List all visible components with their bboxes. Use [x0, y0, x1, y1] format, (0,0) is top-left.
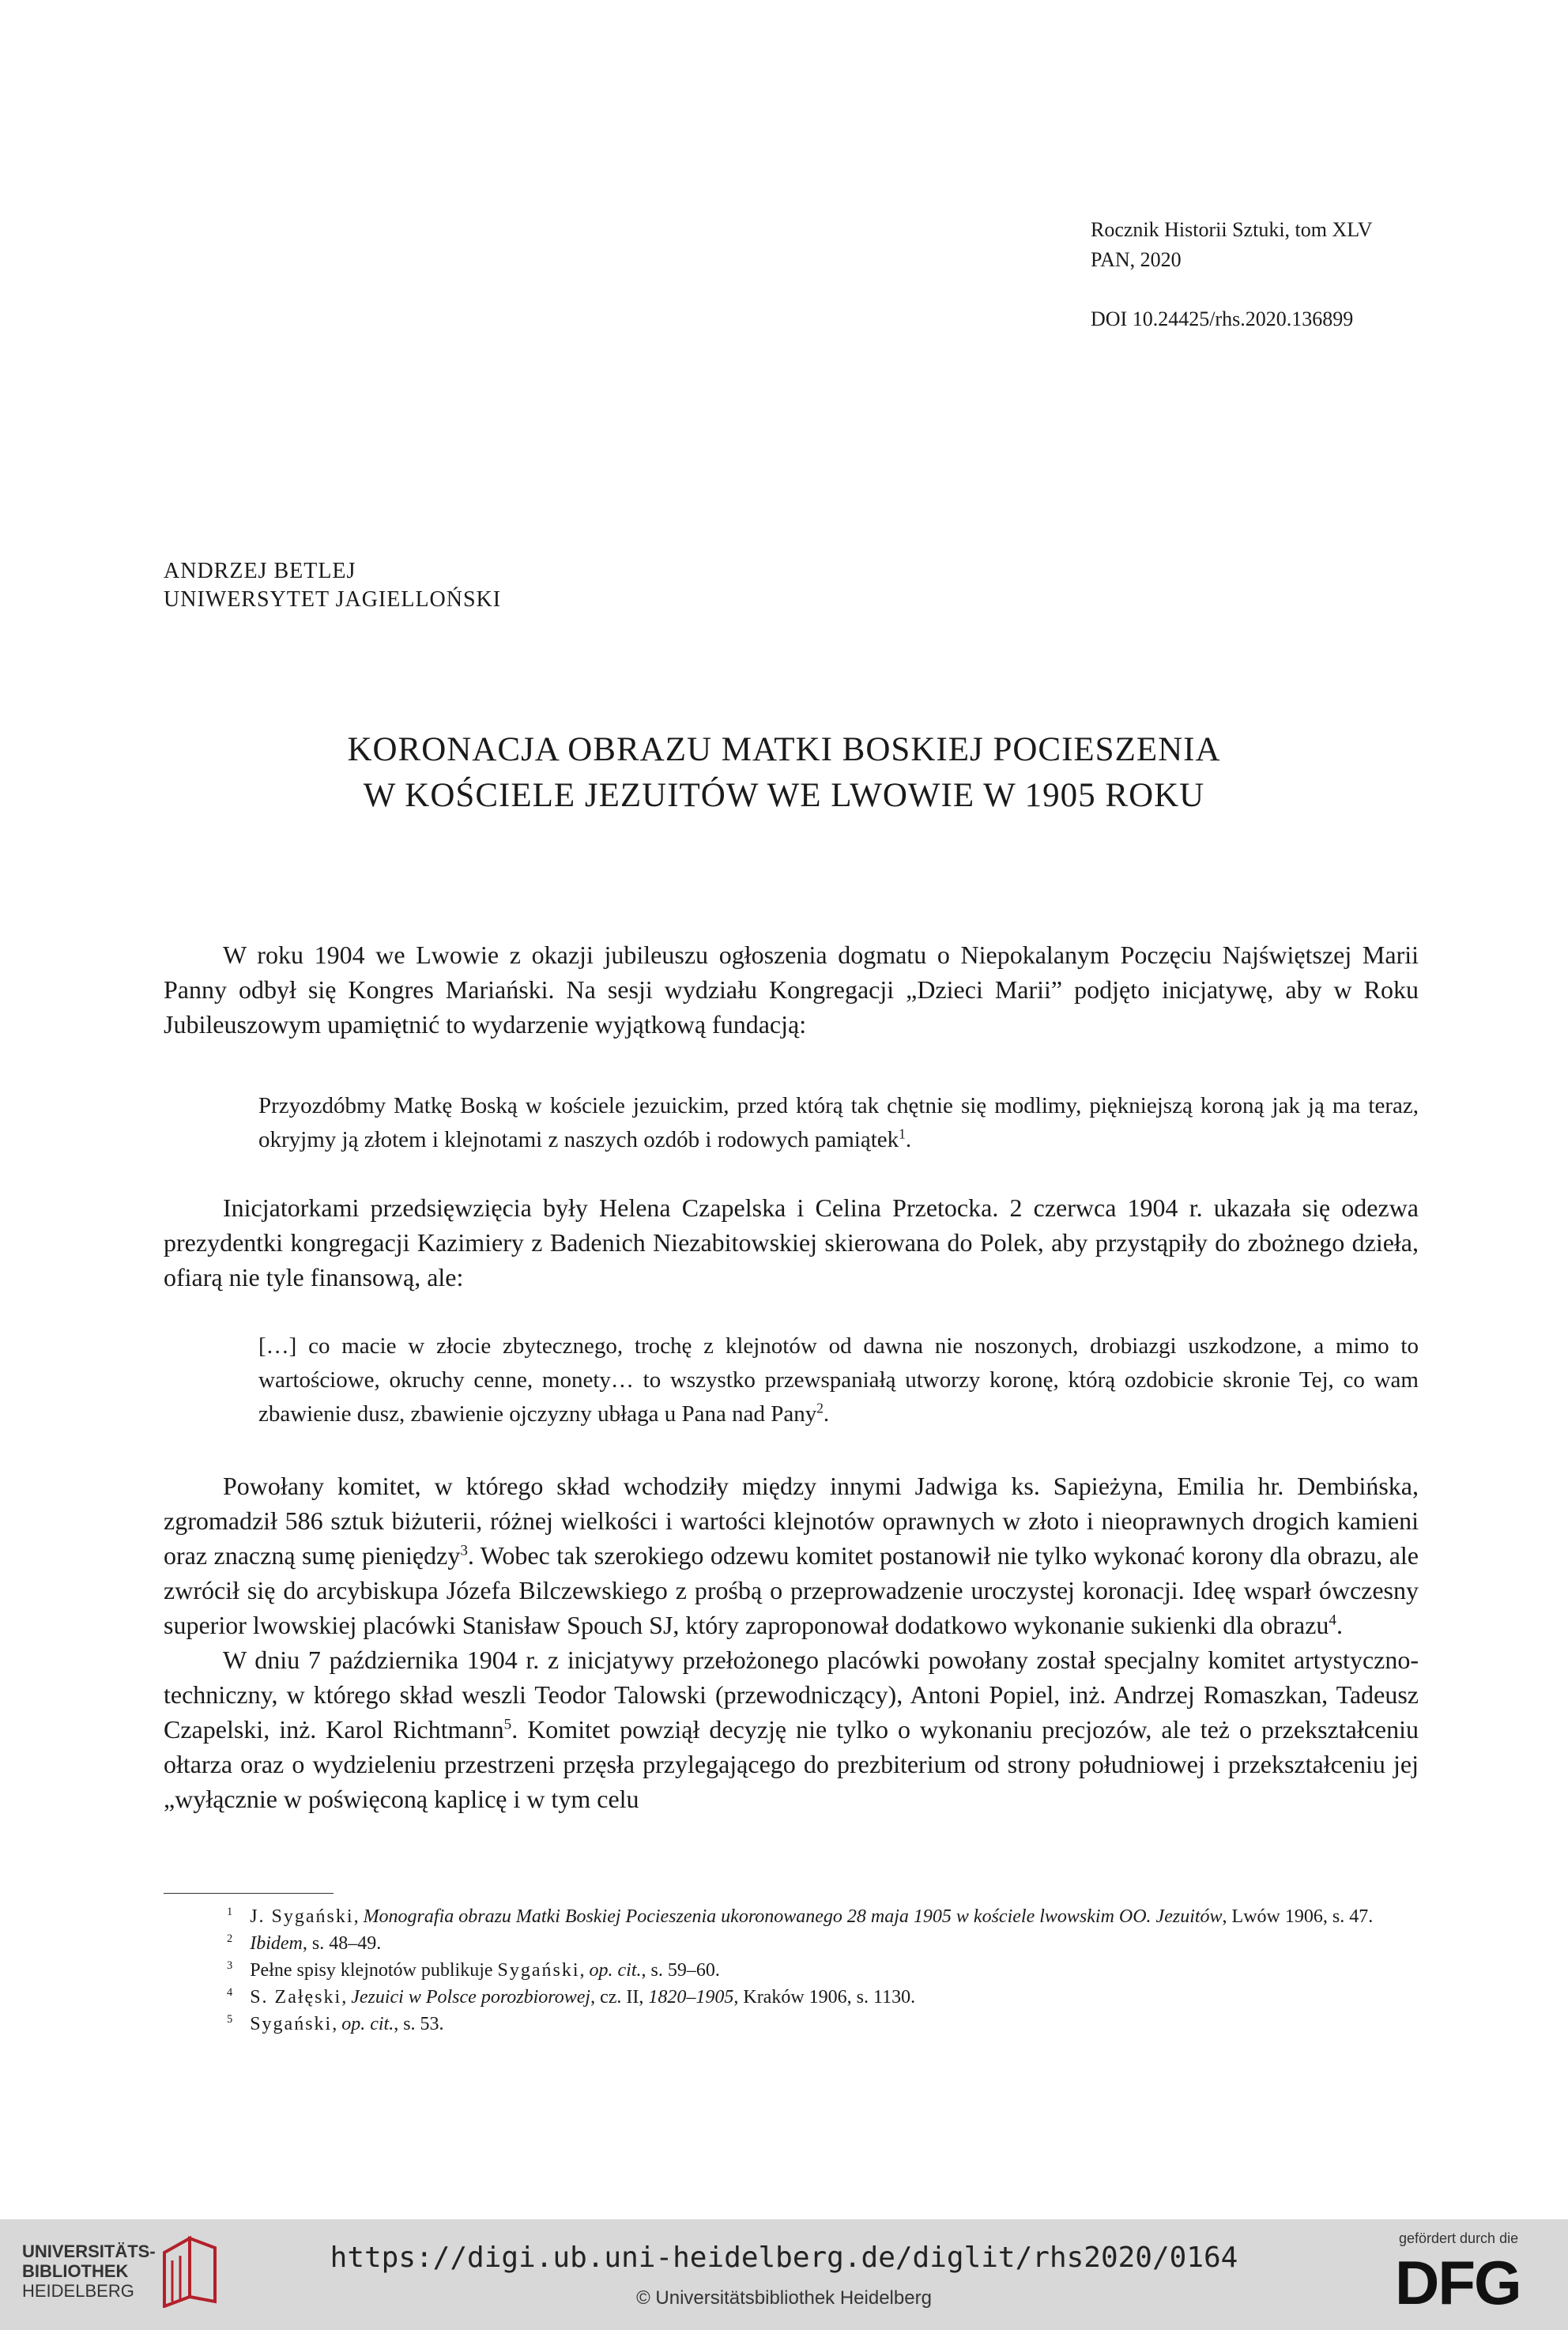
- paragraph-text: . Wobec tak szerokiego odzewu komitet postanowił nie tylko wykonać korony dla obrazu, ale zwrócił się do arcybiskupa Józefa Bilczewskiego z prośbą o przeprowadzenie uroczystej koronacji. Ideę wsparł ówczesny superior lwowskiej placówki Stanisław Spouch SJ, który zaproponował dodatkowo wykonanie sukienki dla obrazu: [164, 1541, 1419, 1639]
- paragraph-text: W roku 1904 we Lwowie z okazji jubileuszu ogłoszenia dogmatu o Niepokalanym Poczęciu Najświętszej Marii Panny odbył się Kongres Mariański. Na sesji wydziału Kongregacji „Dzieci Marii” podjęto inicjatywę, aby w Roku Jubileuszowym upamiętnić to wydarzenie wyjątkową fundacją:: [164, 941, 1419, 1039]
- title-line-1: KORONACJA OBRAZU MATKI BOSKIEJ POCIESZENIA: [347, 731, 1221, 768]
- footnote-divider: [164, 1893, 334, 1894]
- footnote-rest: , s. 53.: [394, 2014, 444, 2034]
- footnote-number: 2: [227, 1932, 233, 1945]
- footnote-separator: ,: [353, 1906, 364, 1927]
- footnote-author: J. Sygański: [250, 1906, 354, 1927]
- body-paragraph-1: [164, 937, 1419, 1042]
- paragraph-3: [164, 1469, 1419, 1642]
- dfg-logo[interactable]: DFG: [1395, 2248, 1521, 2317]
- quote-text: [258, 1329, 1419, 1431]
- doi-block: [1091, 304, 1353, 334]
- paragraph-text: .: [1336, 1611, 1343, 1639]
- journal-meta: [1091, 215, 1373, 275]
- footnote-5: [164, 2011, 1419, 2038]
- funding-caption: gefördert durch die: [1399, 2230, 1519, 2246]
- footnote-number: 3: [227, 1959, 233, 1972]
- paragraph-text: Powołany komitet, w którego skład wchodziły między innymi Jadwiga ks. Sapieżyna, Emilia hr. Dembińska, zgromadził 586 sztuk biżuterii, różnej wielkości i wartości klejnotów oprawnych w złoto i nieoprawnych drogich kamieni oraz znaczną sumę pieniędzy: [164, 1472, 1419, 1570]
- quote-end: .: [823, 1401, 830, 1427]
- footnotes: [164, 1903, 1419, 2038]
- journal-name: Rocznik Historii Sztuki, tom XLV: [1091, 218, 1373, 241]
- footnote-cit: op. cit.: [341, 2014, 394, 2034]
- paragraph-text: . Komitet powziął decyzję nie tylko o wykonaniu precjozów, ale też o przekształceniu ołtarza oraz o wydzieleniu przestrzeni przęsła przylegającego do prezbiterium od strony południowej i przekształceniu jej „wyłącznie w poświęconą kaplicę i w tym celu: [164, 1715, 1419, 1813]
- footnote-title: Monografia obrazu Matki Boskiej Pocieszenia ukoronowanego 28 maja 1905 w kościele lwowskim OO. Jezuitów: [363, 1906, 1223, 1927]
- footnote-mid: , cz. II,: [590, 1987, 649, 2008]
- paragraph-text: Inicjatorkami przedsięwzięcia były Helena Czapelska i Celina Przetocka. 2 czerwca 1904 r. ukazała się odezwa prezydentki kongregacji Kazimiery z Badenich Niezabitowskiej skierowana do Polek, aby przystąpiły do zbożnego dzieła, ofiarą nie tyle finansową, ale:: [164, 1193, 1419, 1291]
- footer-bar: [0, 2219, 1568, 2330]
- footnote-rest: , Lwów 1906, s. 47.: [1222, 1906, 1374, 1927]
- library-line-1: UNIVERSITÄTS-: [22, 2241, 156, 2261]
- footnote-title: Jezuici w Polsce porozbiorowej: [351, 1987, 591, 2008]
- footnote-rest: , s. 59–60.: [641, 1960, 720, 1981]
- quote-end: .: [905, 1127, 912, 1152]
- block-quote-1: [258, 1089, 1419, 1157]
- doi: DOI 10.24425/rhs.2020.136899: [1091, 307, 1354, 330]
- footnote-separator: ,: [332, 2014, 342, 2034]
- footnote-author: Sygański: [497, 1960, 580, 1981]
- author-block: [164, 557, 501, 614]
- library-line-3: HEIDELBERG: [22, 2281, 134, 2301]
- footnote-author: Sygański: [250, 2014, 333, 2034]
- body-paragraph-3-4: [164, 1469, 1419, 1816]
- footnote-ref-4[interactable]: 4: [1329, 1612, 1336, 1629]
- footnote-prefix: Pełne spisy klejnotów publikuje: [250, 1960, 498, 1981]
- publisher: PAN, 2020: [1091, 248, 1182, 271]
- title-line-2: W KOŚCIELE JEZUITÓW WE LWOWIE W 1905 ROKU: [363, 777, 1205, 814]
- footnote-number: 5: [227, 2013, 233, 2026]
- footnote-2: [164, 1930, 1419, 1957]
- article-title: [0, 727, 1568, 819]
- quote-body: […] co macie w złocie zbytecznego, trochę z klejnotów od dawna nie noszonych, drobiazgi uszkodzone, a mimo to wartościowe, okruchy cenne, monety… to wszystko przewspaniałą utworzy koronę, którą ozdobicie skronie Tej, co wam zbawienie dusz, zbawienie ojczyzny ubłaga u Pana nad Pany: [258, 1333, 1419, 1427]
- footnote-ref-1[interactable]: 1: [899, 1125, 906, 1142]
- page-url-link[interactable]: https://digi.ub.uni-heidelberg.de/diglit/rhs2020/0164: [330, 2241, 1238, 2274]
- footnote-3: [164, 1957, 1419, 1984]
- footnote-4: [164, 1984, 1419, 2011]
- copyright-text: © Universitätsbibliothek Heidelberg: [636, 2287, 932, 2309]
- footnote-ref-2[interactable]: 2: [816, 1400, 824, 1416]
- quote-body: Przyozdóbmy Matkę Boską w kościele jezuickim, przed którą tak chętnie się modlimy, piękniejszą koroną jak ją ma teraz, okryjmy ją złotem i klejnotami z naszych ozdób i rodowych pamiątek: [258, 1093, 1419, 1152]
- footnote-years: 1820–1905: [648, 1987, 734, 2008]
- footnote-cit: op. cit.: [589, 1960, 642, 1981]
- footnote-ref-5[interactable]: 5: [503, 1716, 512, 1733]
- footnote-1: [164, 1903, 1419, 1930]
- block-quote-2: [258, 1329, 1419, 1431]
- footnote-author: S. Załęski: [250, 1987, 342, 2008]
- footnote-rest: , s. 48–49.: [302, 1933, 382, 1954]
- footnote-ref-3[interactable]: 3: [460, 1542, 468, 1559]
- footnote-separator: ,: [341, 1987, 352, 2008]
- footnote-number: 4: [227, 1986, 233, 1999]
- footnote-ibid: Ibidem: [250, 1933, 303, 1954]
- author-name: ANDRZEJ BETLEJ: [164, 559, 356, 583]
- library-line-2: BIBLIOTHEK: [22, 2261, 129, 2281]
- author-affiliation: UNIWERSYTET JAGIELLOŃSKI: [164, 587, 502, 612]
- quote-text: [258, 1089, 1419, 1157]
- footnote-number: 1: [227, 1906, 233, 1918]
- body-paragraph-2: [164, 1190, 1419, 1295]
- footnote-rest: , Kraków 1906, s. 1130.: [733, 1987, 916, 2008]
- footnote-separator: ,: [579, 1960, 590, 1981]
- paragraph-text: W dniu 7 października 1904 r. z inicjatywy przełożonego placówki powołany został specjalny komitet artystyczno-techniczny, w którego skład weszli Teodor Talowski (przewodniczący), Antoni Popiel, inż. Andrzej Romaszkan, Tadeusz Czapelski, inż. Karol Richtmann: [164, 1646, 1419, 1744]
- paragraph-4: [164, 1642, 1419, 1816]
